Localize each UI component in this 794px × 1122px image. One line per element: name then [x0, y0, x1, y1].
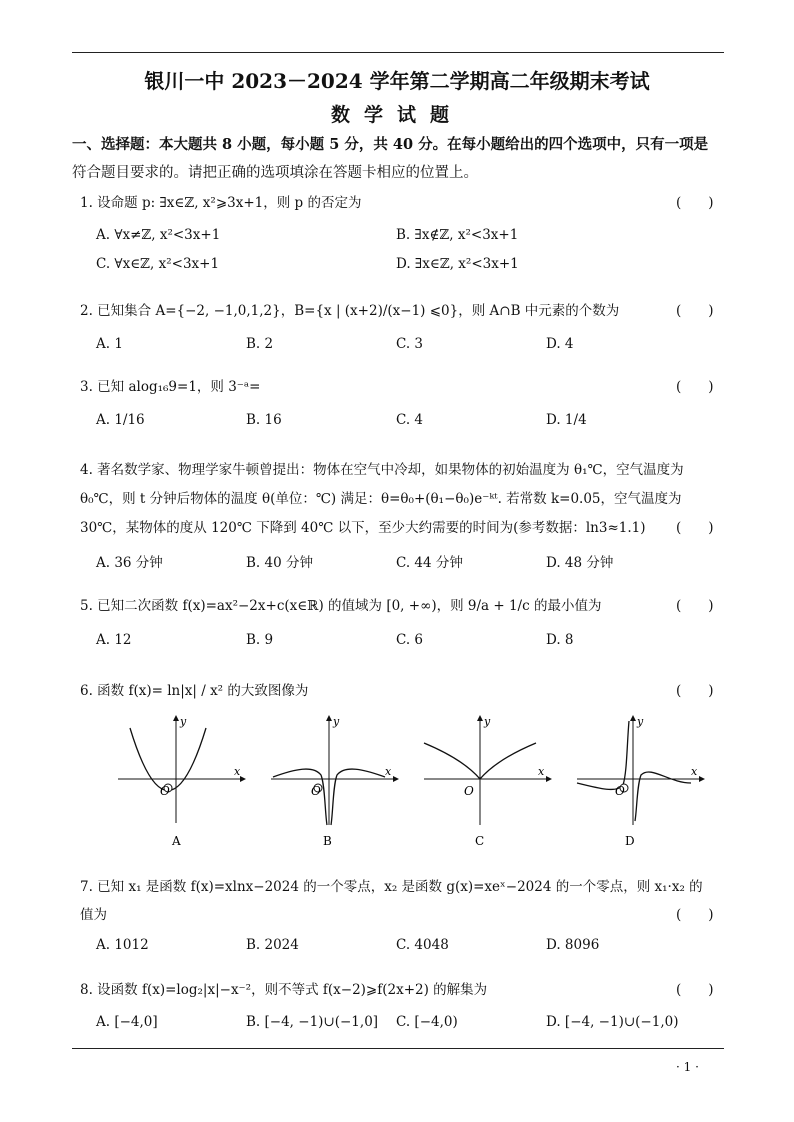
q7-option-a: A. 1012 — [96, 937, 149, 953]
graph-c-y-label: y — [484, 715, 491, 728]
q1-option-c: C. ∀x∈ℤ, x²<3x+1 — [96, 256, 220, 272]
question-4-stem-line1: 4. 著名数学家、物理学家牛顿曾提出：物体在空气中冷却，如果物体的初始温度为 θ₁℃，空气温度为 — [80, 462, 684, 478]
q1-option-a: A. ∀x≠ℤ, x²<3x+1 — [96, 227, 221, 243]
question-7-stem-line2: 值为 — [80, 907, 107, 923]
q5-option-b: B. 9 — [246, 632, 274, 648]
answer-paren: ( ) — [676, 907, 714, 923]
q7-option-c: C. 4048 — [396, 937, 449, 953]
q7-option-b: B. 2024 — [246, 937, 299, 953]
graph-d-x-label: x — [691, 765, 698, 778]
answer-paren: ( ) — [676, 598, 714, 614]
q4-option-d: D. 48 分钟 — [546, 555, 614, 571]
graph-d — [571, 713, 706, 848]
q5-option-a: A. 12 — [96, 632, 132, 648]
exam-subtitle: 数学试题 — [330, 104, 463, 126]
question-4-stem-line3: 30℃，某物体的度从 120℃ 下降到 40℃ 以下，至少大约需要的时间为(参考数据：ln3≈1.1) — [80, 520, 646, 536]
graph-b-label: B — [323, 834, 332, 848]
question-5-stem: 5. 已知二次函数 f(x)=ax²−2x+c(x∈ℝ) 的值域为 [0, +∞)，则 9/a + 1/c 的最小值为 — [80, 598, 602, 614]
q3-option-a: A. 1/16 — [96, 412, 145, 428]
graph-c-label: C — [475, 834, 485, 848]
q1-option-b: B. ∃x∉ℤ, x²<3x+1 — [396, 227, 519, 243]
q3-option-c: C. 4 — [396, 412, 424, 428]
bottom-rule — [72, 1048, 724, 1049]
q2-option-c: C. 3 — [396, 336, 424, 352]
top-rule — [72, 52, 724, 53]
question-7-stem-line1: 7. 已知 x₁ 是函数 f(x)=xlnx−2024 的一个零点，x₂ 是函数 g(x)=xeˣ−2024 的一个零点，则 x₁·x₂ 的 — [80, 879, 703, 895]
graph-a-label: A — [172, 834, 181, 848]
graph-b-origin: O — [311, 784, 321, 798]
page-number: · 1 · — [676, 1060, 699, 1074]
graph-a-x-label: x — [234, 765, 241, 778]
q3-option-d: D. 1/4 — [546, 412, 587, 428]
question-6-stem: 6. 函数 f(x)= ln|x| / x² 的大致图像为 — [80, 683, 309, 699]
q8-option-b: B. [−4, −1)∪(−1,0] — [246, 1014, 379, 1030]
question-4-stem-line2: θ₀℃，则 t 分钟后物体的温度 θ(单位：℃) 满足：θ=θ₀+(θ₁−θ₀)e⁻ᵏᵗ. 若常数 k=0.05，空气温度为 — [80, 491, 682, 507]
graph-c-origin: O — [464, 784, 474, 798]
question-1-stem: 1. 设命题 p: ∃x∈ℤ, x²⩾3x+1，则 p 的否定为 — [80, 195, 362, 211]
graph-b — [265, 713, 400, 848]
answer-paren: ( ) — [676, 520, 714, 536]
section-heading-line2: 符合题目要求的。请把正确的选项填涂在答题卡相应的位置上。 — [72, 165, 478, 181]
q8-option-c: C. [−4,0) — [396, 1014, 458, 1030]
q1-option-d: D. ∃x∈ℤ, x²<3x+1 — [396, 256, 519, 272]
graph-b-y-label: y — [333, 715, 340, 728]
question-2-stem: 2. 已知集合 A={−2, −1,0,1,2}，B={x | (x+2)/(x−1) ⩽0}，则 A∩B 中元素的个数为 — [80, 303, 620, 319]
exam-title: 银川一中 2023－2024 学年第二学期高二年级期末考试 — [144, 69, 650, 93]
graph-d-y-label: y — [637, 715, 644, 728]
answer-paren: ( ) — [676, 379, 714, 395]
q2-option-a: A. 1 — [96, 336, 123, 352]
q3-option-b: B. 16 — [246, 412, 282, 428]
q8-option-a: A. [−4,0] — [96, 1014, 158, 1030]
q5-option-c: C. 6 — [396, 632, 424, 648]
graph-a-origin: O — [160, 784, 170, 798]
q2-option-d: D. 4 — [546, 336, 574, 352]
q4-option-a: A. 36 分钟 — [96, 555, 163, 571]
question-8-stem: 8. 设函数 f(x)=log₂|x|−x⁻²，则不等式 f(x−2)⩾f(2x+2) 的解集为 — [80, 982, 488, 998]
q5-option-d: D. 8 — [546, 632, 574, 648]
answer-paren: ( ) — [676, 303, 714, 319]
answer-paren: ( ) — [676, 195, 714, 211]
graph-c-x-label: x — [538, 765, 545, 778]
q4-option-b: B. 40 分钟 — [246, 555, 313, 571]
graph-c — [418, 713, 553, 848]
graph-d-label: D — [625, 834, 635, 848]
graph-b-x-label: x — [385, 765, 392, 778]
graph-a — [112, 713, 247, 848]
section-heading-line1: 一、选择题：本大题共 8 小题，每小题 5 分，共 40 分。在每小题给出的四个选项中，只有一项是 — [72, 136, 709, 153]
answer-paren: ( ) — [676, 683, 714, 699]
q4-option-c: C. 44 分钟 — [396, 555, 463, 571]
graph-a-y-label: y — [180, 715, 187, 728]
q7-option-d: D. 8096 — [546, 937, 600, 953]
answer-paren: ( ) — [676, 982, 714, 998]
graph-d-origin: O — [615, 784, 625, 798]
q8-option-d: D. [−4, −1)∪(−1,0) — [546, 1014, 679, 1030]
question-3-stem: 3. 已知 alog₁₆9=1，则 3⁻ᵃ= — [80, 379, 261, 395]
q2-option-b: B. 2 — [246, 336, 274, 352]
